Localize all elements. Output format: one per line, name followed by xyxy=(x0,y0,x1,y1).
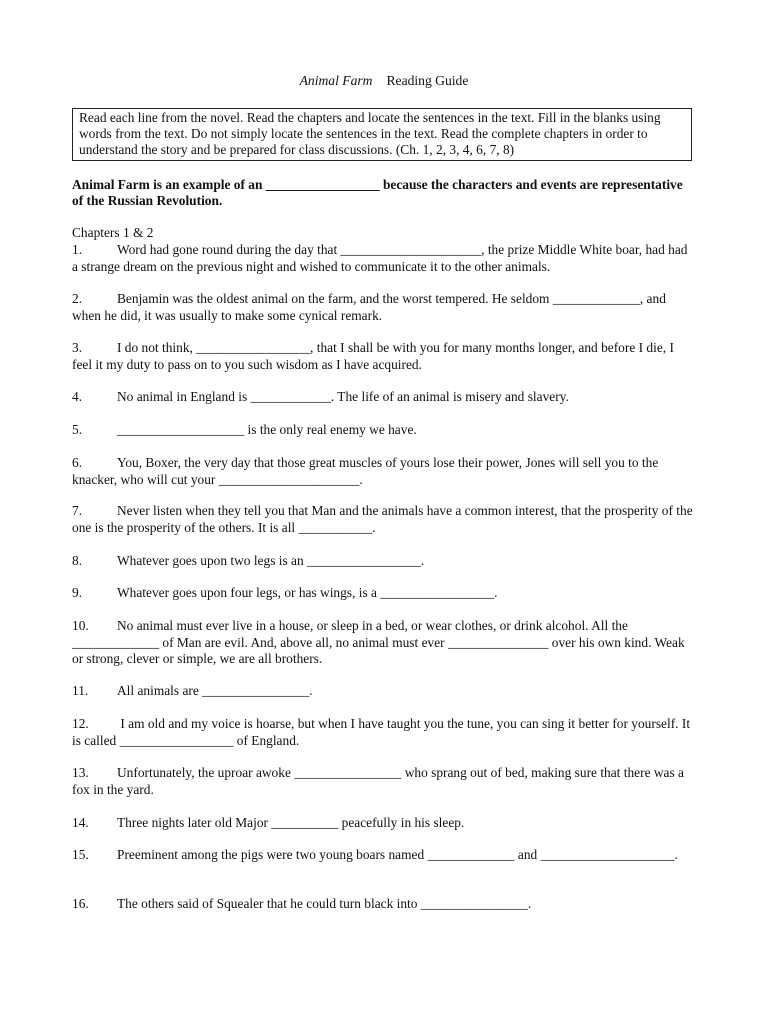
question-number: 12. xyxy=(72,716,89,731)
question-3 xyxy=(72,340,696,373)
question-text: I do not think, _________________, that I shall be with you for many months longer, and before I die, I feel it my duty to pass on to you such wisdom as I have acquired. xyxy=(72,340,674,372)
worksheet-page xyxy=(72,0,696,1024)
question-number: 2. xyxy=(72,291,83,306)
question-number: 3. xyxy=(72,340,83,355)
question-number: 13. xyxy=(72,765,89,780)
section-heading: Chapters 1 & 2 xyxy=(72,225,154,240)
question-number: 5. xyxy=(72,422,83,437)
question-number: 8. xyxy=(72,553,83,568)
question-text: Benjamin was the oldest animal on the farm, and the worst tempered. He seldom _____________, and when he did, it was usually to make some cynical remark. xyxy=(72,291,666,323)
question-number: 6. xyxy=(72,455,83,470)
question-4 xyxy=(72,389,696,406)
question-12 xyxy=(72,716,696,749)
question-text: Unfortunately, the uproar awoke ________________ who sprang out of bed, making sure that there was a fox in the yard. xyxy=(72,765,684,797)
question-10 xyxy=(72,618,696,668)
question-number: 4. xyxy=(72,389,83,404)
question-text: I am old and my voice is hoarse, but when I have taught you the tune, you can sing it better for yourself. It is called _________________ of England. xyxy=(72,716,691,748)
question-number: 14. xyxy=(72,815,89,830)
question-text: No animal in England is ____________. The life of an animal is misery and slavery. xyxy=(117,389,569,404)
question-number: 11. xyxy=(72,683,89,698)
question-16 xyxy=(72,896,696,913)
intro-statement: Animal Farm is an example of an _________________ because the characters and events are representative of the Russian Revolution. xyxy=(72,177,683,208)
question-number: 10. xyxy=(72,618,89,633)
question-text: Whatever goes upon four legs, or has wings, is a _________________. xyxy=(117,585,498,600)
question-13 xyxy=(72,765,696,798)
question-text: Never listen when they tell you that Man and the animals have a common interest, that the prosperity of the one is the prosperity of the others. It is all ___________. xyxy=(72,503,693,535)
question-8 xyxy=(72,553,696,570)
page-title xyxy=(72,73,696,89)
question-text: ___________________ is the only real enemy we have. xyxy=(117,422,417,437)
question-15 xyxy=(72,847,696,864)
question-5 xyxy=(72,422,696,439)
question-text: The others said of Squealer that he could turn black into ________________. xyxy=(117,896,532,911)
question-7 xyxy=(72,503,696,536)
question-text: No animal must ever live in a house, or sleep in a bed, or wear clothes, or drink alcohol. All the _____________ of Man are evil. And, above all, no animal must ever _______________ over his own kind. Weak or strong, clever or simple, we are all brothers. xyxy=(72,618,685,666)
question-2 xyxy=(72,291,696,324)
question-9 xyxy=(72,585,696,602)
question-text: Word had gone round during the day that _____________________, the prize Middle White boar, had had a strange dream on the previous night and wished to communicate it to the other animals. xyxy=(72,242,688,274)
question-number: 9. xyxy=(72,585,83,600)
question-text: All animals are ________________. xyxy=(117,683,313,698)
instructions-box xyxy=(72,108,692,161)
question-number: 1. xyxy=(72,242,83,257)
question-text: You, Boxer, the very day that those great muscles of yours lose their power, Jones will sell you to the knacker, who will cut your _____________________. xyxy=(72,455,659,487)
question-6 xyxy=(72,455,696,488)
instructions-text: Read each line from the novel. Read the chapters and locate the sentences in the text. Fill in the blanks using words from the text. Do not simply locate the sentences in the text. Read the complete chapters in order to understand the story and be prepared for class discussions. (Ch. 1, 2, 3, 4, 6, 7, 8) xyxy=(79,110,661,157)
title-subtitle: Reading Guide xyxy=(386,73,469,88)
question-11 xyxy=(72,683,696,700)
question-1 xyxy=(72,242,696,275)
title-book-name: Animal Farm xyxy=(299,73,373,88)
question-text: Whatever goes upon two legs is an _________________. xyxy=(117,553,425,568)
question-14 xyxy=(72,815,696,832)
question-number: 16. xyxy=(72,896,89,911)
question-text: Three nights later old Major __________ peacefully in his sleep. xyxy=(117,815,465,830)
question-number: 15. xyxy=(72,847,89,862)
question-number: 7. xyxy=(72,503,83,518)
question-text: Preeminent among the pigs were two young boars named _____________ and ____________________. xyxy=(117,847,678,862)
